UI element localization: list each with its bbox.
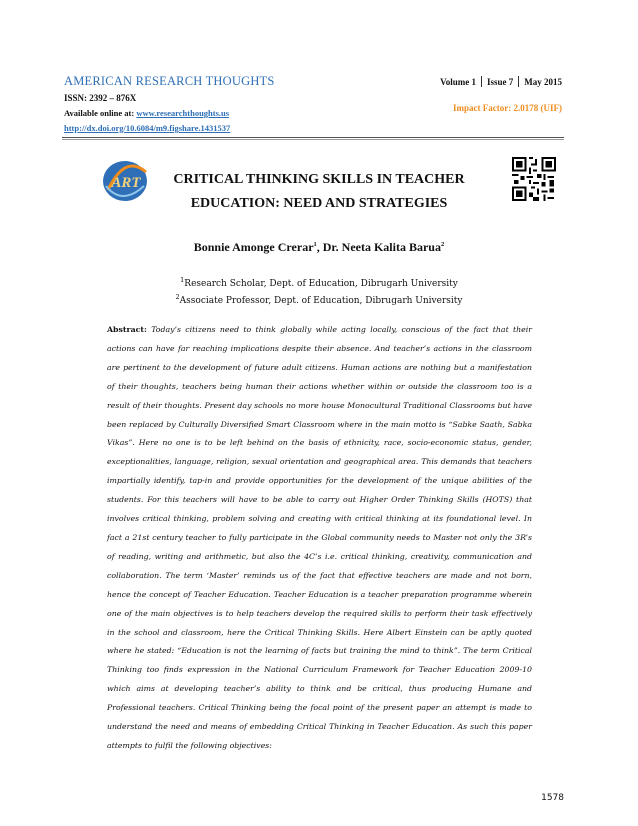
impact-factor: Impact Factor: 2.0178 (UIF): [453, 103, 562, 113]
affiliation-2-sup: 2: [175, 293, 180, 301]
author-1: Bonnie Amonge Crerar: [193, 240, 314, 254]
issue: Issue 7: [486, 77, 514, 87]
divider: [518, 76, 519, 87]
title-line-2: EDUCATION: NEED AND STRATEGIES: [190, 196, 448, 211]
header-rule: [62, 137, 564, 138]
logo-text: ART: [111, 175, 141, 191]
page-number: 1578: [541, 793, 564, 803]
divider: [481, 76, 482, 87]
website-link[interactable]: www.researchthoughts.us: [136, 108, 230, 118]
affiliation-2-text: Associate Professor, Dept. of Education, Dibrugarh University: [179, 296, 463, 306]
abstract-label: Abstract:: [107, 325, 147, 334]
author-separator: ,: [316, 240, 323, 254]
available-label: Available online at:: [64, 108, 137, 118]
date: May 2015: [524, 77, 562, 87]
available-online: [64, 108, 229, 118]
author-1-sup: 1: [313, 241, 317, 248]
journal-logo: [100, 156, 152, 204]
issn: ISSN: 2392 – 876X: [64, 93, 137, 103]
abstract: [107, 321, 532, 756]
title-line-1: CRITICAL THINKING SKILLS IN TEACHER: [173, 172, 465, 187]
paper-title: [150, 168, 488, 216]
abstract-text: Today’s citizens need to think globally while acting locally, conscious of the fact that their actions can have far reaching implications despite their absence. And teacher’s actions in the classroom are pertinent to the development of future adult citizens. Human actions are nothing but a manifestation of their thoughts, teachers being human their actions whether within or outside the classroom too is a result of their thoughts. Present day schools no more house Monocultural Traditional Classrooms but have been replaced by Culturally Diversified Smart Classroom where in the main motto is “Sabke Saath, Sabka Vikas”. Here no one is to be left behind on the basis of ethnicity, race, socio-economic status, gender, exceptionalities, language, religion, sexual orientation and geographical area. This demands that teachers impartially identify, tap-in and provide opportunities for the development of the unique abilities of the students. For this teachers will have to be able to carry out Higher Order Thinking Skills (HOTS) that involves critical thinking, problem solving and creating with critical thinking at its foundational level. In fact a 21st century teacher to fully participate in the Global community needs to Master not only the 3R’s of reading, writing and arithmetic, but also the 4C’s i.e. critical thinking, creativity, communication and collaboration. The term ‘Master’ reminds us of the fact that effective teachers are made and not born, hence the concept of Teacher Education. Teacher Education is a teacher preparation programme wherein one of the main objectives is to help teachers develop the required skills to perform their task effectively in the school and classroom, here the Critical Thinking Skills. Here Albert Einstein can be aptly quoted where he stated: “Education is not the learning of facts but training the mind to think”. The term Critical Thinking too finds expression in the National Curriculum Framework for Teacher Education 2009-10 which aims at developing teacher’s ability to think and be critical, thus producing Humane and Professional teachers. Critical Thinking being the focal point of the present paper an attempt is made to understand the need and means of embedding Critical Thinking in Teacher Education. As such this paper attempts to fulfil the following objectives:: [107, 325, 532, 750]
affiliation-1-sup: 1: [180, 276, 185, 284]
journal-name: AMERICAN RESEARCH THOUGHTS: [64, 74, 275, 88]
author-2-sup: 2: [440, 241, 445, 248]
doi-link[interactable]: http://dx.doi.org/10.6084/m9.figshare.1431537: [64, 123, 231, 133]
header-rule-thin: [62, 139, 564, 140]
issue-info: [412, 76, 562, 87]
affiliation-2: [90, 293, 548, 306]
qr-code: [512, 157, 556, 201]
author-2: Dr. Neeta Kalita Barua: [322, 240, 441, 254]
volume: Volume 1: [440, 77, 476, 87]
affiliation-1: [90, 276, 548, 289]
authors: [120, 240, 518, 255]
affiliation-1-text: Research Scholar, Dept. of Education, Dibrugarh University: [184, 279, 458, 289]
